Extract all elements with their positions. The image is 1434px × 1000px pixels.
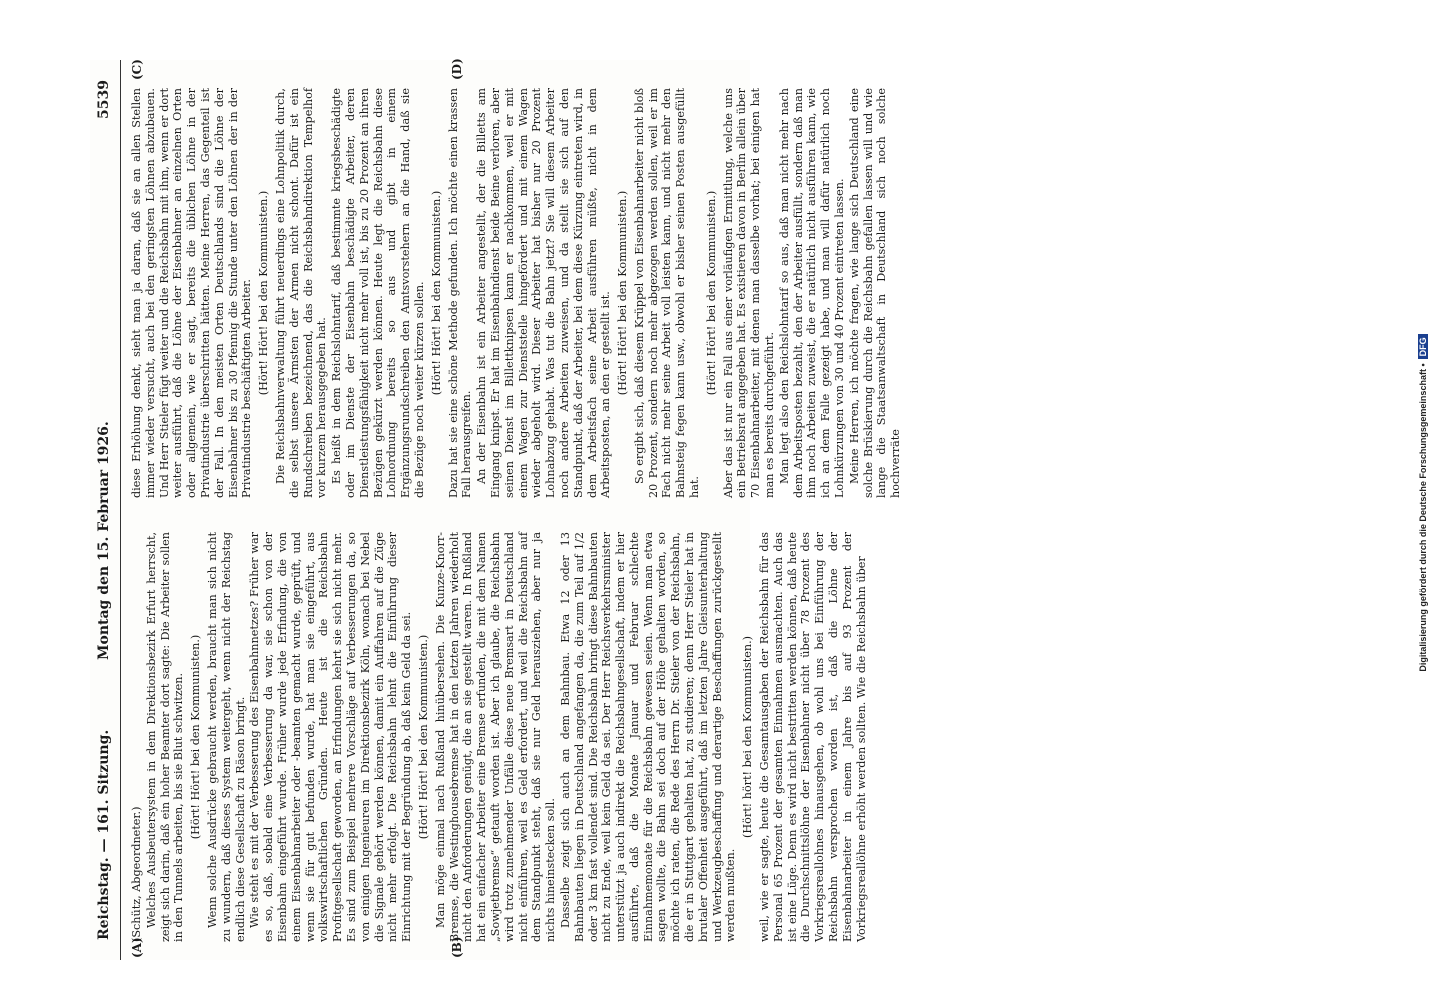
paragraph: Man legt also den Reichslohntarif so aus, daß man nicht mehr nach dem Arbeitsposten bezahlt, den der Arbeiter ausfüllt, sondern daß man ihm noch Arbeiten zuweist, die er natürlich nicht ausführen kann, wie ich an dem Falle gezeigt habe, und man will dafür natürlich noch Lohnkürzungen von 30 und 40 Prozent eintreten lassen. (777, 88, 847, 498)
paragraph: So ergibt sich, daß diesem Krüppel von Eisenbahnarbeiter nicht bloß 20 Prozent, sondern noch mehr abgezogen werden sollen, weil er im Fach nicht mehr seine Arbeit voll leisten kann, und nicht mehr den Bahnsteig fegen kann usw., obwohl er bisher seinen Posten ausgefüllt hat. (632, 88, 702, 498)
header-page-number: 5539 (96, 80, 112, 119)
header-chamber-session: Reichstag. — 161. Sitzung. (96, 729, 112, 940)
paragraph: Dasselbe zeigt sich auch an dem Bahnbau. Etwa 12 oder 13 Bahnbauten liegen in Deutschland angefangen da, die zum Teil auf 1/2 oder 3 km fast vollendet sind. Die Reichsbahn bringt diese Bahnbauten nicht zu Ende, weil kein Geld da sei. Der Herr Reichsverkehrsminister unterstützt ja auch indirekt die Reichsbahngesellschaft, indem er hier ausführte, daß die Monate Januar und Februar schlechte Einnahmemonate für die Reichsbahn gewesen seien. Wenn man etwa sagen wollte, die Bahn sei doch auf der Höhe gehalten worden, so möchte ich raten, die Rede des Herrn Dr. Stieler von der Reichsbahn, die er in Stuttgart gehalten hat, zu studieren; denn Herr Stieler hat in brutaler Offenheit ausgeführt, daß im letzten Jahre Gleisunterhaltung und Werkzeugbeschaffung und derartige Beschaffungen zurückgestellt werden mußten. (558, 532, 738, 942)
interjection: (Hört! Hört! bei den Kommunisten.) (704, 190, 718, 396)
margin-letter-c: (C) (130, 59, 144, 80)
left-column (130, 532, 868, 942)
page-header (90, 60, 121, 960)
interjection: (Hört! Hört! bei den Kommunisten.) (416, 634, 430, 840)
credit-text (1418, 18, 1432, 988)
paragraph: Man möge einmal nach Rußland hinübersehen. Die Kunze-Knorr-Bremse, die Westinghousebremse hat in den letzten Jahren wiederholt nicht den Anforderungen genügt, die an sie gestellt waren. In Rußland hat ein einfacher Arbeiter eine Bremse erfunden, die mit dem Namen „Sowjetbremse“ getauft worden ist. Aber ich glaube, die Reichsbahn wird trotz zunehmender Unfälle diese neue Bremsart in Deutschland nicht einführen, weil es Geld erfordert, und weil die Reichsbahn auf dem Standpunkt steht, daß sie nur Geld herausziehen, aber nur ja nichts hineinstecken soll. (433, 532, 558, 942)
paragraph: Dazu hat sie eine schöne Methode gefunden. Ich möchte einen krassen Fall herausgreifen. (446, 88, 474, 498)
right-column (130, 88, 903, 498)
paragraph: Wenn solche Ausdrücke gebraucht werden, braucht man sich nicht zu wundern, daß dieses System weitergeht, wenn nicht der Reichstag endlich diese Gesellschaft zu Räson bringt. (205, 532, 247, 942)
paragraph: weil, wie er sagte, heute die Gesamtausgaben der Reichsbahn für das Personal 65 Prozent der gesamten Einnahmen ausmachten. Auch das ist eine Lüge. Denn es wird nicht bestritten werden können, daß heute die Durchschnittslöhne der Eisenbahner nicht über 78 Prozent des Vorkriegsreallohnes hinausgehen, ob wohl uns bei Einführung der Reichsbahn versprochen worden ist, daß die Löhne der Eisenbahnarbeiter in einem Jahre bis auf 93 Prozent der Vorkriegsreallöhne erhöht werden sollten. Wie die Reichsbahn über (758, 532, 868, 942)
margin-letter-d: (D) (450, 58, 464, 80)
credit-label: Digitalisierung gefördert durch die Deutsche Forschungsgemeinschaft • (1418, 363, 1428, 672)
newspaper-page (90, 58, 903, 960)
paragraph: diese Erhöhung denkt, sieht man ja daran, daß sie an allen Stellen immer wieder versucht, auch bei den geringsten Löhnen abzubauen. Und Herr Stieler fügt weiter und die Reichsbahn mit ihm, wenn er dort weiter ausführt, daß die Löhne der Eisenbahner an einzelnen Orten oder allgemein, wie er sagt, bereits die üblichen Löhne in der Privatindustrie überschritten hätten. Meine Herren, das Gegenteil ist der Fall. In den meisten Orten Deutschlands sind die Löhne der Eisenbahner bis zu 30 Pfennig die Stunde unter den Löhnen der in der Privatindustrie beschäftigten Arbeiter. (130, 88, 254, 498)
digitization-credit (1418, 8, 1432, 998)
interjection: (Hört! Hört! bei den Kommunisten.) (189, 634, 203, 840)
interjection: (Hört! Hört! bei den Kommunisten.) (429, 190, 443, 396)
header-date: Montag den 15. Februar 1926. (96, 421, 112, 660)
dfg-logo-icon: DFG (1418, 334, 1428, 359)
paragraph: Aber das ist nur ein Fall aus einer vorläufigen Ermittlung, welche uns ein Betriebsrat angegeben hat. Es existieren davon in Berlin allein über 70 Eisenbahnarbeiter, mit denen man dasselbe vorhat; bei einigen hat man es bereits durchgeführt. (721, 88, 777, 498)
margin-letter-b: (B) (450, 936, 464, 958)
margin-letter-a: (A) (130, 937, 144, 958)
paragraph: Die Reichsbahnverwaltung führt neuerdings eine Lohnpolitik durch, die selbst unsere Ärmsten der Armen nicht schont. Dafür ist ein Rundschreiben bezeichnend, das die Reichsbahndirektion Tempelhof vor kurzem herausgegeben hat. (273, 88, 329, 498)
interjection: (Hört! Hört! bei den Kommunisten.) (257, 190, 271, 396)
interjection: (Hört! hört! bei den Kommunisten.) (741, 635, 755, 839)
paragraph: Es heißt in dem Reichslohntarif, daß bestimmte kriegsbeschädigte oder im Dienste der Eisenbahn beschädigte Arbeiter, deren Dienstleistungsfähigkeit nicht mehr voll ist, bis zu 20 Prozent an ihren Bezügen gekürzt werden können. Heute legt die Reichsbahn diese Lohnordnung bereits so aus und gibt in einem Ergänzungsrundschreiben den Amtsvorstehern an die Hand, daß sie die Bezüge noch weiter kürzen sollen. (330, 88, 426, 498)
paragraph: An der Eisenbahn ist ein Arbeiter angestellt, der die Billetts am Eingang knipst. Er hat im Eisenbahndienst beide Beine verloren, aber seinen Dienst im Billettknipsen kann er nachkommen, weil er mit einem Wagen zur Dienststelle hingefördert und mit einem Wagen wieder abgeholt wird. Dieser Arbeiter hat bisher nur 20 Prozent Lohnabzug gehabt. Was tut die Bahn jetzt? Sie will diesem Arbeiter noch andere Arbeiten zuweisen, und da stellt sie sich auf den Standpunkt, daß der Arbeiter, bei dem diese Kürzung eintreten wird, in dem Arbeitsfach seine Arbeit ausführen müßte, nicht in dem Arbeitsposten, an den er gestellt ist. (475, 88, 613, 498)
paragraph: (Schütz, Abgeordneter.) (130, 806, 143, 942)
paragraph: Meine Herren, ich möchte fragen, wie lange sich Deutschland eine solche Brüskierung durch die Reichsbahn gefallen lassen will und wie lange die Staatsanwaltschaft in Deutschland sich noch solche hochverräte (847, 88, 903, 498)
paragraph: Welches Ausbeutersystem in dem Direktionsbezirk Erfurt herrscht, zeigt sich darin, daß ein hoher Beamter dort sagte: Die Arbeiter sollen in den Tunnels arbeiten, bis sie Blut schwitzen. (144, 532, 186, 942)
paragraph: Wie steht es mit der Verbesserung des Eisenbahnnetzes? Früher war es so, daß, sobald eine Verbesserung da war, sie schon von der Eisenbahn eingeführt wurde. Früher wurde jede Erfindung, die von einem Eisenbahnarbeiter oder -beamten gemacht wurde, geprüft, und wenn sie für gut befunden wurde, hat man sie eingeführt, aus volkswirtschaftlichen Gründen. Heute ist die Reichsbahn Profitgesellschaft geworden, an Erfindungen kehrt sie sich nicht mehr. Es sind zum Beispiel mehrere Vorschläge auf Verbesserungen da, so von einigen Ingenieuren im Direktionsbezirk Köln, wonach bei Nebel die Signale gehört werden können, damit ein Auffahren auf die Züge nicht mehr erfolgt. Die Reichsbahn lehnt die Einführung dieser Einrichtung mit der Begründung ab, daß kein Geld da sei. (248, 532, 414, 942)
interjection: (Hört! Hört! bei den Kommunisten.) (616, 190, 630, 396)
